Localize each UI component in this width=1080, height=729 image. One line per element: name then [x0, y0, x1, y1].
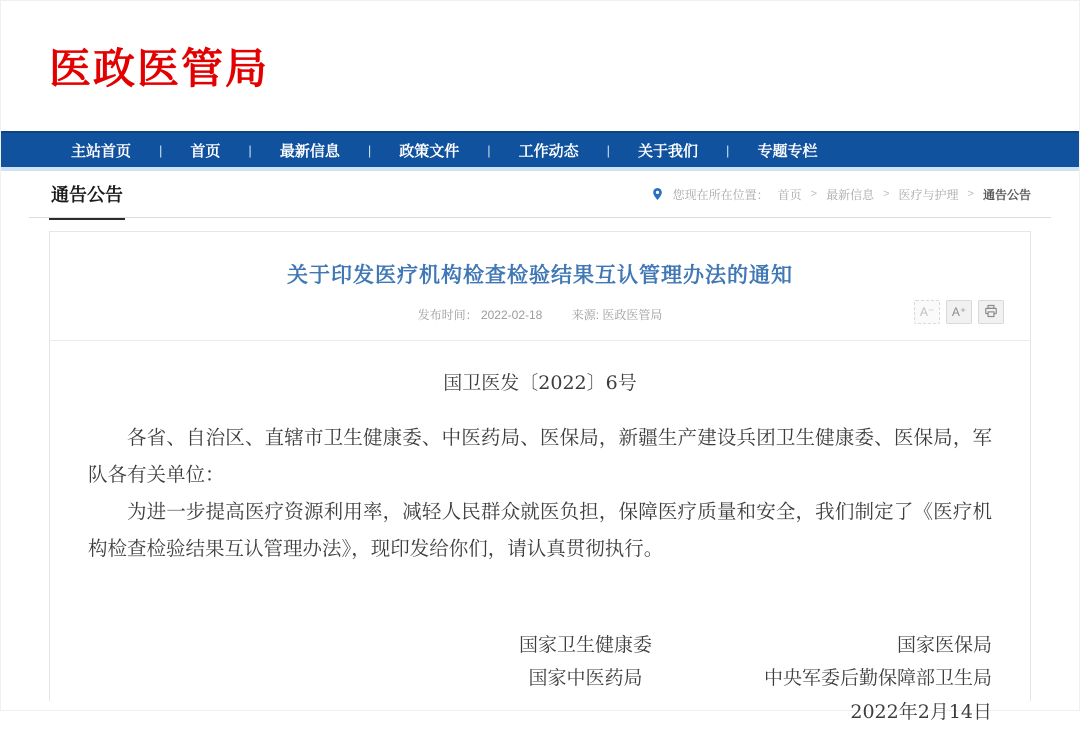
font-decrease-button[interactable]: A⁻ — [914, 300, 940, 324]
nav-item-policy-docs[interactable]: 政策文件 — [399, 142, 460, 160]
nav-separator: | — [159, 142, 163, 158]
nav-item-work-updates[interactable]: 工作动态 — [518, 142, 579, 160]
publish-time-label: 发布时间： — [417, 308, 478, 322]
article-meta — [50, 306, 1030, 341]
document-paragraphs — [88, 419, 992, 567]
signature-block — [88, 629, 992, 729]
nav-item-latest-news[interactable]: 最新信息 — [279, 142, 340, 160]
breadcrumb-item-medical-nursing[interactable]: 医疗与护理 — [898, 187, 959, 202]
breadcrumb-item-home[interactable]: 首页 — [777, 187, 802, 202]
article-title: 关于印发医疗机构检查检验结果互认管理办法的通知 — [287, 264, 793, 287]
nav-item-main-home[interactable]: 主站首页 — [71, 142, 132, 160]
nav-separator: | — [248, 142, 252, 158]
breadcrumb — [651, 186, 1031, 203]
publish-time-value: 2022-02-18 — [480, 308, 543, 322]
source-label: 来源: — [571, 308, 600, 322]
location-pin-icon — [651, 186, 664, 202]
site-header — [1, 1, 1079, 131]
signer-nhc: 国家卫生健康委 — [518, 634, 652, 656]
nav-separator: | — [487, 142, 491, 158]
signer-cmc-logistics: 中央军委后勤保障部卫生局 — [763, 667, 992, 689]
nav-item-special-topics[interactable]: 专题专栏 — [757, 142, 818, 160]
main-nav — [1, 131, 1079, 171]
font-increase-button[interactable]: A⁺ — [946, 300, 972, 324]
signature-date: 2022年2月14日 — [850, 701, 992, 723]
breadcrumb-separator: > — [883, 188, 890, 200]
signer-nhsa: 国家医保局 — [896, 634, 992, 656]
nav-item-about-us[interactable]: 关于我们 — [638, 142, 699, 160]
breadcrumb-item-current: 通告公告 — [982, 187, 1031, 202]
signer-tcm: 国家中医药局 — [528, 667, 643, 689]
signature-column-left — [519, 629, 652, 695]
print-icon — [984, 304, 998, 321]
source-value: 医政医管局 — [602, 308, 663, 322]
paragraph-main: 为进一步提高医疗资源利用率，减轻人民群众就医负担，保障医疗质量和安全，我们制定了《医疗机构检查检验结果互认管理办法》，现印发给你们，请认真贯彻执行。 — [88, 500, 992, 560]
breadcrumb-row — [29, 171, 1051, 218]
breadcrumb-prefix: 您现在所在位置： — [672, 187, 769, 202]
nav-item-home[interactable]: 首页 — [190, 142, 221, 160]
nav-separator: | — [606, 142, 611, 158]
print-button[interactable] — [978, 300, 1004, 324]
site-logo[interactable]: 医政医管局 — [49, 45, 270, 92]
document-number: 国卫医发〔2022〕6号 — [443, 372, 637, 394]
breadcrumb-separator: > — [967, 188, 974, 200]
breadcrumb-item-latest-news[interactable]: 最新信息 — [826, 187, 875, 202]
document-body — [50, 368, 1030, 729]
nav-separator: | — [367, 142, 372, 158]
signature-column-right — [764, 629, 992, 729]
paragraph-addressees: 各省、自治区、直辖市卫生健康委、中医药局、医保局，新疆生产建设兵团卫生健康委、医保局，军队各有关单位： — [88, 426, 992, 486]
article-tools — [914, 300, 1004, 324]
article-card — [49, 231, 1031, 723]
page-title: 通告公告 — [49, 181, 125, 220]
breadcrumb-separator: > — [810, 188, 818, 200]
nav-separator: | — [726, 142, 730, 158]
